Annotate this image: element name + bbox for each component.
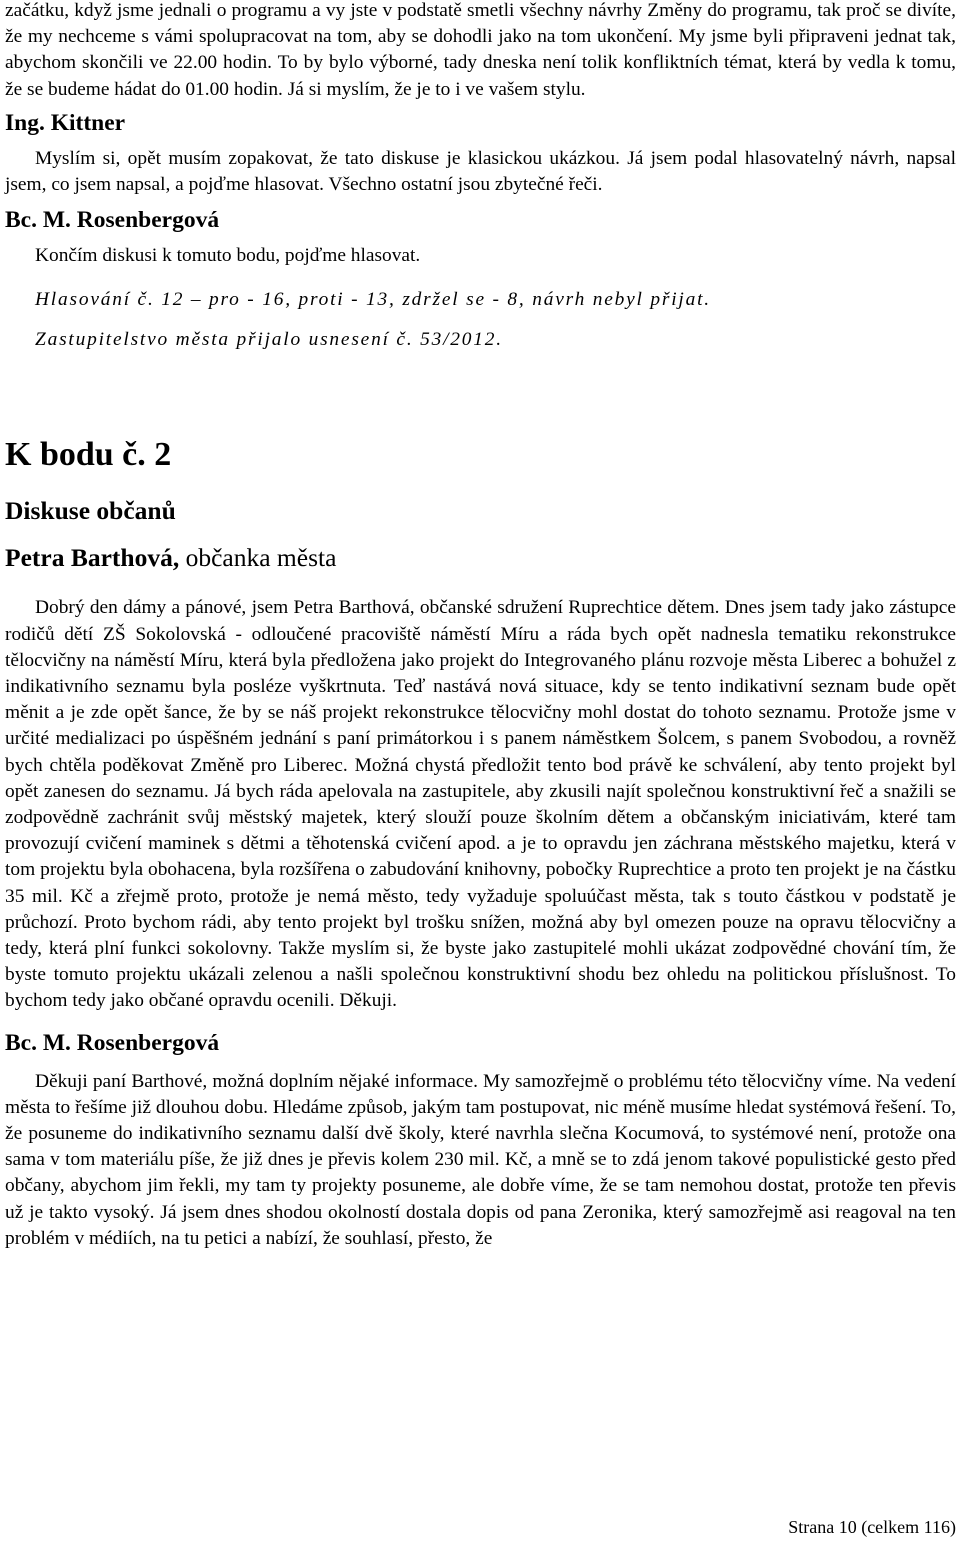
citizen-heading [5, 542, 956, 574]
citizen-role: občanka města [179, 543, 337, 573]
speaker-rosenbergova: Bc. M. Rosenbergová [5, 207, 220, 234]
speaker-rosenbergova-2: Bc. M. Rosenbergová [5, 1029, 220, 1056]
speaker-kittner: Ing. Kittner [5, 109, 126, 136]
vote-result: Hlasování č. 12 – pro - 16, proti - 13, zdržel se - 8, návrh nebyl přijat. [35, 289, 711, 311]
rosenbergova-statement: Končím diskusi k tomuto bodu, pojďme hlasovat. [35, 245, 421, 267]
intro-paragraph: začátku, když jsme jednali o programu a vy jste v podstatě smetli všechny návrhy Změny do programu, tak proč se divíte, že my nechceme s vámi spolupracovat na tom, aby se dohodli jako na tom ukončení. My jsme byli připraveni jednat tak, abychom skončili ve 22.00 hodin. To by bylo výborné, tady dneska není tolik konfliktních témat, která by vedla k tomu, že se budeme hádat do 01.00 hodin. Já si myslím, že je to i ve vašem stylu. [5, 0, 956, 100]
section-title: Diskuse občanů [5, 496, 176, 526]
section-number: K bodu č. 2 [5, 436, 172, 474]
citizen-name: Petra Barthová, [5, 543, 180, 573]
document-page [5, 0, 956, 1252]
resolution-note: Zastupitelstvo města přijalo usnesení č. 53/2012. [35, 329, 503, 351]
rosenbergova-response: Děkuji paní Barthové, možná doplním nějaké informace. My samozřejmě o problému této tělocvičny víme. Na vedení města to řešíme již dlouhou dobu. Hledáme způsob, jakým tam postupovat, nic méně musíme hledat systémová řešení. To, že posuneme do indikativního seznamu další dvě školy, které navrhla slečna Kocumová, to systémové není, protože ona sama v tom materiálu píše, že již dnes je převis kolem 230 mil. Kč, a mně se to zdá jenom takové populistické gesto před občany, abychom jim řekli, my tam ty projekty posuneme, ale dobře víme, že se tam nemohou dostat, protože ten převis už je takto vysoký. Já jsem dnes shodou okolností dostala dopis od pana Zeronika, který samozřejmě asi reagoval na ten problém v médiích, na tu petici a nabízí, že souhlasí, přesto, že [5, 1070, 956, 1249]
page-number: Strana 10 (celkem 116) [788, 1517, 956, 1537]
citizen-statement: Dobrý den dámy a pánové, jsem Petra Barthová, občanské sdružení Ruprechtice dětem. Dnes jsem tady jako zástupce rodičů dětí ZŠ Sokolovská - odloučené pracoviště náměstí Míru a ráda bych opět nadnesla tematiku rekonstrukce tělocvičny na náměstí Míru, která byla předložena jako projekt do Integrovaného plánu rozvoje města Liberec a bohužel z indikativního seznamu byla posléze vyškrtnuta. Teď nastává nová situace, kdy se tento indikativní seznam bude opět měnit a je zde opět šance, že by se náš projekt rekonstrukce tělocvičny mohl dostat do tohoto seznamu. Protože jsme v určité medializaci po úspěšném jednání s paní primátorkou i s panem náměstkem Šolcem, s panem Svobodou, a rovněž bych chtěla poděkovat Změně pro Liberec. Možná chystá předložit tento bod právě ke schválení, aby tento projekt byl opět zanesen do seznamu. Já bych ráda apelovala na zastupitele, aby zkusili najít společnou konstruktivní řeč a snažili se zodpovědně zachránit svůj městský majetek, který slouží pouze školním dětem a občanským iniciativám, které tam provozují cvičení maminek s dětmi a těhotenská cvičení apod. a je to opravdu jen záchrana městského majetku, která v tom projektu byla obohacena, byla rozšířena o zabudování knihovny, pobočky Ruprechtice a proto ten projekt je na částku 35 mil. Kč a zřejmě proto, protože je nemá město, tedy vyžaduje spoluúčast města, tak s touto částkou v podstatě je průchozí. Proto bychom rádi, aby tento projekt byl trošku snížen, možná aby byl omezen pouze na opravu tělocvičny a tedy, která plní funkci sokolovny. Takže myslím si, že byste jako zastupitelé mohli ukázat zodpovědné chování tím, že byste tomuto projektu ukázali zelenou a našli společnou konstruktivní shodu bez ohledu na politickou příslušnost. To bychom tedy jako občané opravdu ocenili. Děkuji. [5, 597, 956, 1012]
kittner-statement: Myslím si, opět musím zopakovat, že tato diskuse je klasickou ukázkou. Já jsem podal hlasovatelný návrh, napsal jsem, co jsem napsal, a pojďme hlasovat. Všechno ostatní jsou zbytečné řeči. [5, 147, 956, 196]
